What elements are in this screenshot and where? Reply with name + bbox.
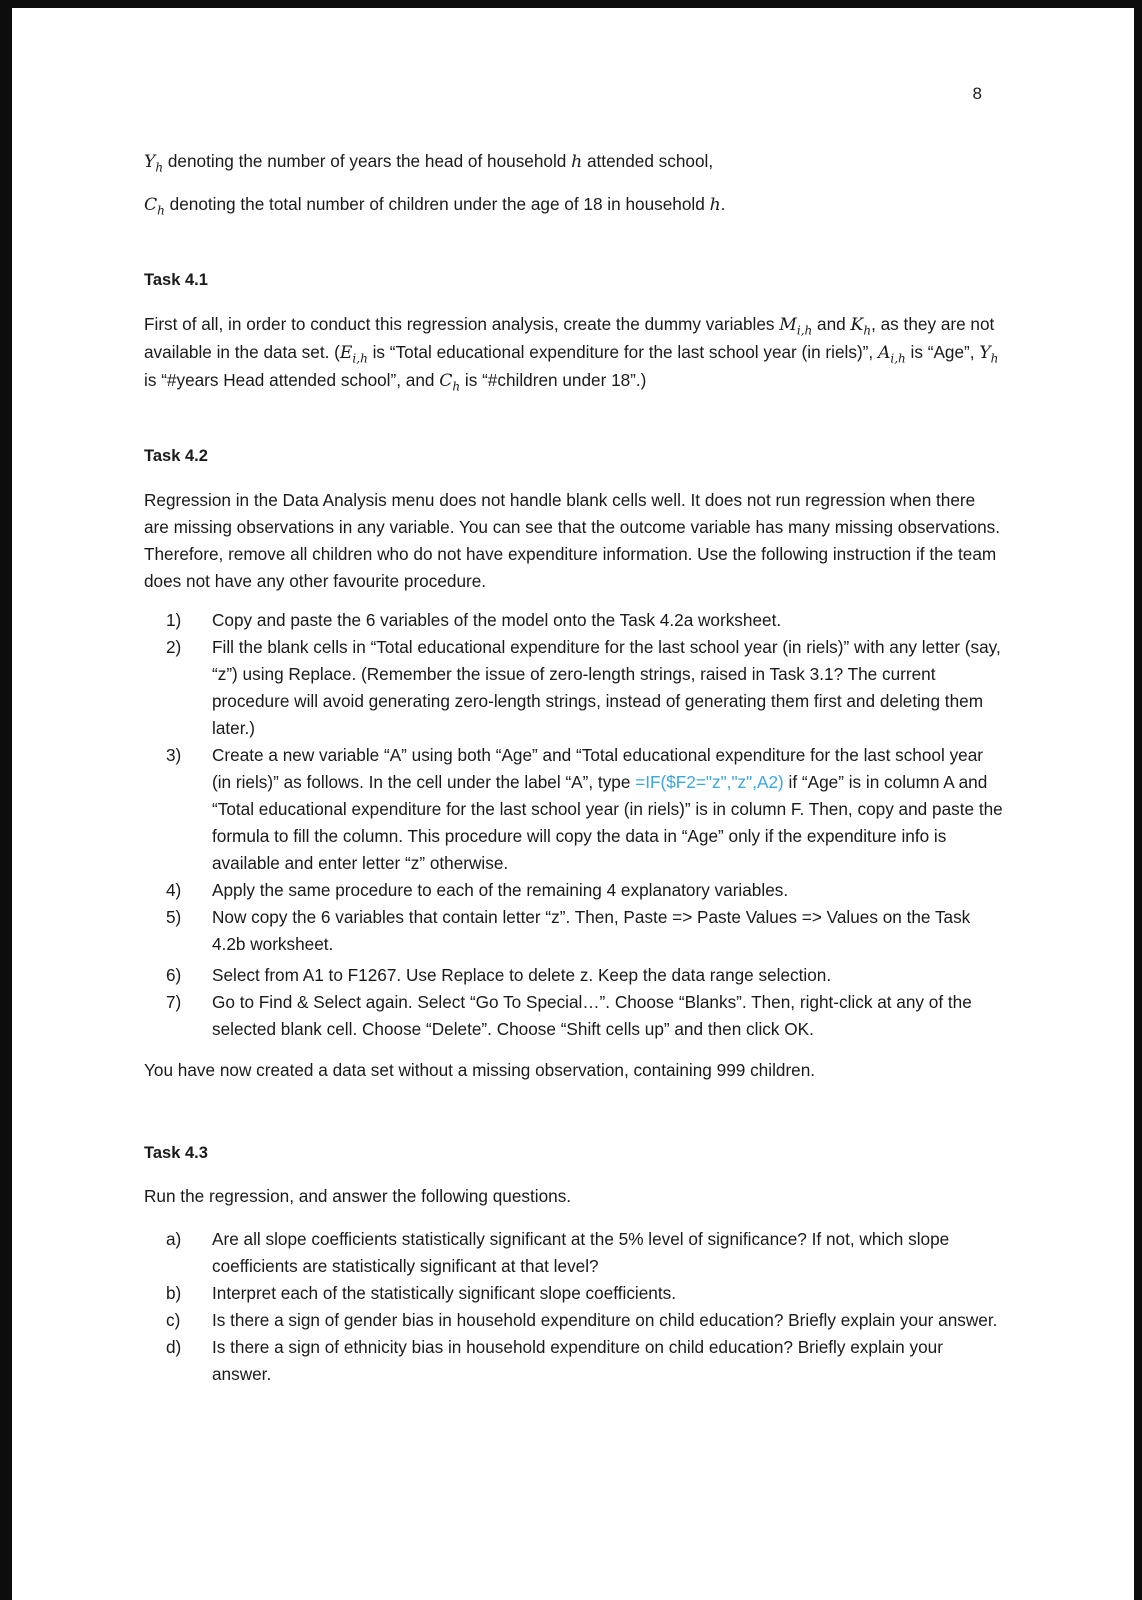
list-item: 3) Create a new variable “A” using both “Age” and “Total educational expenditure for the last school year (in riels)” as follows. In the cell under the label “A”, type =IF($F2="z","z",A2) if “Age” is in column A and “Total educational expenditure for the last school year (in riels)” is in column F. Then, copy and paste the formula to fill the column. This procedure will copy the data in “Age” only if the expenditure info is available and enter letter “z” otherwise. bbox=[166, 745, 1003, 873]
task-4-2-heading: Task 4.2 bbox=[144, 447, 208, 465]
list-item: a) Are all slope coefficients statistically significant at the 5% level of significance? If not, which slope coefficients are statistically significant at that level? bbox=[166, 1229, 950, 1276]
task-4-2-paragraph: Regression in the Data Analysis menu does not handle blank cells well. It does not run regression when there are missing observations in any variable. You can see that the outcome variable has many missing observations. Therefore, remove all children who do not have expenditure information. Use the following instruction if the team does not have any other favourite procedure. bbox=[144, 490, 1001, 591]
page-content bbox=[144, 148, 1004, 1388]
list-item: 1) Copy and paste the 6 variables of the model onto the Task 4.2a worksheet. bbox=[166, 610, 782, 630]
list-item: d) Is there a sign of ethnicity bias in household expenditure on child education? Briefly explain your answer. bbox=[166, 1337, 943, 1384]
list-item: 7) Go to Find & Select again. Select “Go To Special…”. Choose “Blanks”. Then, right-click at any of the selected blank cell. Choose “Delete”. Choose “Shift cells up” and then click OK. bbox=[166, 992, 972, 1039]
task-4-3-heading: Task 4.3 bbox=[144, 1144, 208, 1162]
definition-children-count: $C_h$ denoting the total number of children under the age of 18 in household h. bbox=[144, 194, 726, 218]
list-item: c) Is there a sign of gender bias in household expenditure on child education? Briefly explain your answer. bbox=[166, 1310, 998, 1330]
list-item: 4) Apply the same procedure to each of the remaining 4 explanatory variables. bbox=[166, 880, 789, 900]
task-4-2-steps bbox=[144, 607, 1004, 1043]
excel-formula: =IF($F2="z","z",A2) bbox=[635, 772, 784, 792]
task-4-3-questions bbox=[144, 1226, 1004, 1388]
definition-years-schooling: $Y_h$ denoting the number of years the head of household h attended school, bbox=[144, 151, 714, 175]
task-4-1-paragraph: First of all, in order to conduct this regression analysis, create the dummy variables $M_{i,h}$ and $K_h$, as they are not available in the data set. ($E_{i,h}$ is “Total educational expenditure for the last school year (in riels)”, $A_{i,h}$ is “Age”, $Y_h$ is “#years Head attended school”, and $C_h$ is “#children under 18”.) bbox=[144, 314, 999, 394]
page-number: 8 bbox=[972, 84, 982, 103]
list-item: b) Interpret each of the statistically significant slope coefficients. bbox=[166, 1283, 676, 1303]
task-4-1-heading: Task 4.1 bbox=[144, 271, 208, 289]
document-page bbox=[12, 8, 1134, 1600]
list-item: 2) Fill the blank cells in “Total educational expenditure for the last school year (in riels)” with any letter (say, “z”) using Replace. (Remember the issue of zero-length strings, raised in Task 3.1? The current procedure will avoid generating zero-length strings, instead of generating them first and deleting them later.) bbox=[166, 637, 1001, 738]
task-4-2-summary: You have now created a data set without a missing observation, containing 999 children. bbox=[144, 1060, 816, 1080]
list-item: 6) Select from A1 to F1267. Use Replace to delete z. Keep the data range selection. bbox=[166, 965, 832, 985]
list-item: 5) Now copy the 6 variables that contain letter “z”. Then, Paste => Paste Values => Values on the Task 4.2b worksheet. bbox=[166, 907, 971, 954]
task-4-3-intro: Run the regression, and answer the following questions. bbox=[144, 1186, 572, 1206]
